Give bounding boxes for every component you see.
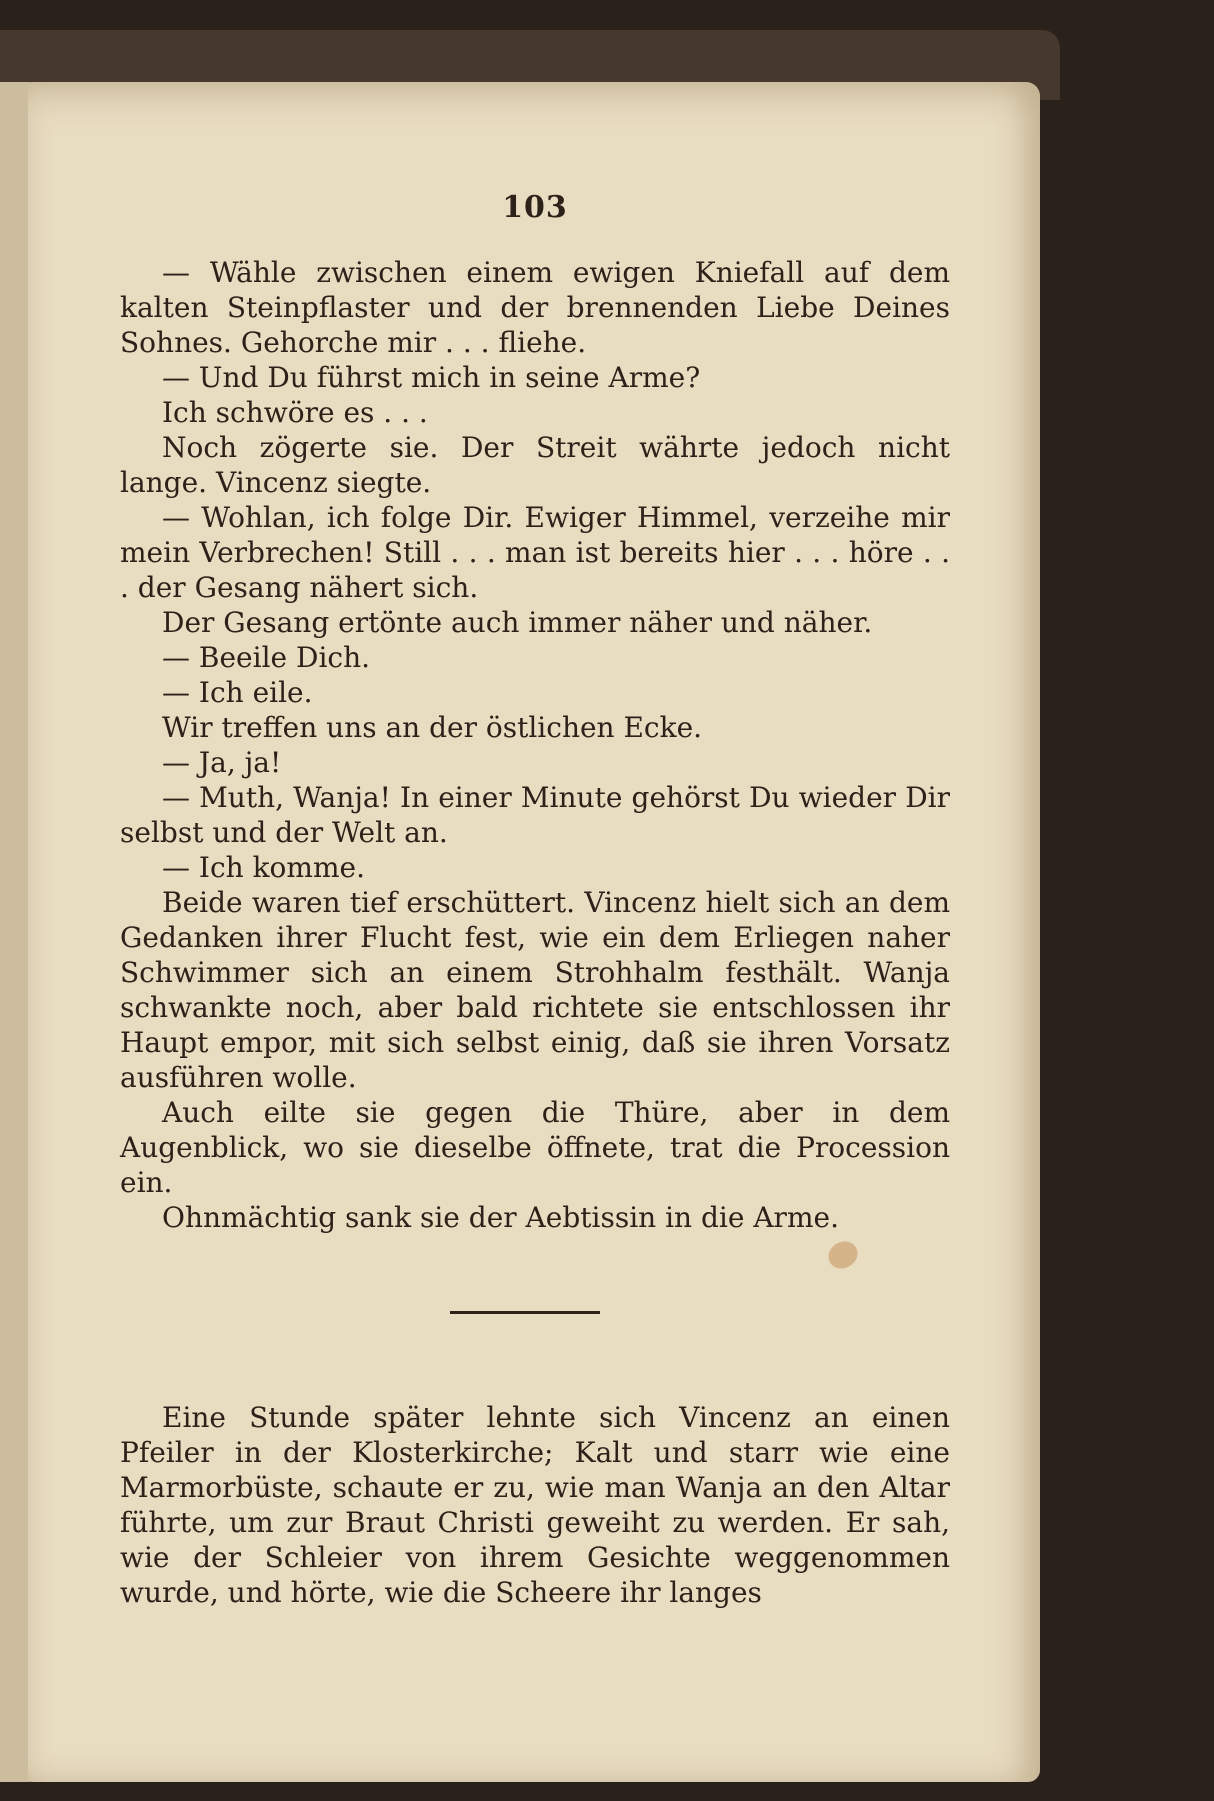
paragraph: Ohnmächtig sank sie der Aebtissin in die Arme. bbox=[162, 1201, 839, 1234]
paragraph: Auch eilte sie gegen die Thüre, aber in dem Augenblick, wo sie dieselbe öffnete, trat die Procession ein. bbox=[120, 1096, 950, 1199]
paragraph: — Wohlan, ich folge Dir. Ewiger Himmel, verzeihe mir mein Verbrechen! Still . . . man ist bereits hier . . . höre . . . der Gesang nähert sich. bbox=[120, 501, 950, 604]
page-text bbox=[120, 190, 950, 1610]
page-gutter bbox=[0, 82, 30, 1782]
paragraph: — Ja, ja! bbox=[162, 746, 282, 779]
paragraph: Der Gesang ertönte auch immer näher und näher. bbox=[162, 606, 873, 639]
paragraph: Wir treffen uns an der östlichen Ecke. bbox=[162, 711, 703, 744]
section-divider bbox=[450, 1311, 600, 1314]
paragraph: — Und Du führst mich in seine Arme? bbox=[162, 361, 701, 394]
paragraph: — Ich eile. bbox=[162, 676, 313, 709]
paragraph: Beide waren tief erschüttert. Vincenz hielt sich an dem Gedanken ihrer Flucht fest, wie ein dem Erliegen naher Schwimmer sich an einem Strohhalm festhält. Wanja schwankte noch, aber bald richtete sie entschlossen ihr Haupt empor, mit sich selbst einig, daß sie ihren Vorsatz ausführen wolle. bbox=[120, 886, 950, 1094]
page-number: 103 bbox=[502, 190, 568, 225]
paragraph: — Muth, Wanja! In einer Minute gehörst Du wieder Dir selbst und der Welt an. bbox=[120, 781, 950, 849]
paragraph: Eine Stunde später lehnte sich Vincenz an einen Pfeiler in der Klosterkirche; Kalt und starr wie eine Marmorbüste, schaute er zu, wie man Wanja an den Altar führte, um zur Braut Christi geweiht zu werden. Er sah, wie der Schleier von ihrem Gesichte weggenommen wurde, und hörte, wie die Scheere ihr langes bbox=[120, 1401, 950, 1609]
paragraph: — Wähle zwischen einem ewigen Kniefall auf dem kalten Steinpflaster und der brennenden Liebe Deines Sohnes. Gehorche mir . . . fliehe. bbox=[120, 256, 950, 359]
paragraph: — Ich komme. bbox=[162, 851, 365, 884]
paragraph: Noch zögerte sie. Der Streit währte jedoch nicht lange. Vincenz siegte. bbox=[120, 431, 950, 499]
paragraph: — Beeile Dich. bbox=[162, 641, 371, 674]
paragraph: Ich schwöre es . . . bbox=[162, 396, 428, 429]
